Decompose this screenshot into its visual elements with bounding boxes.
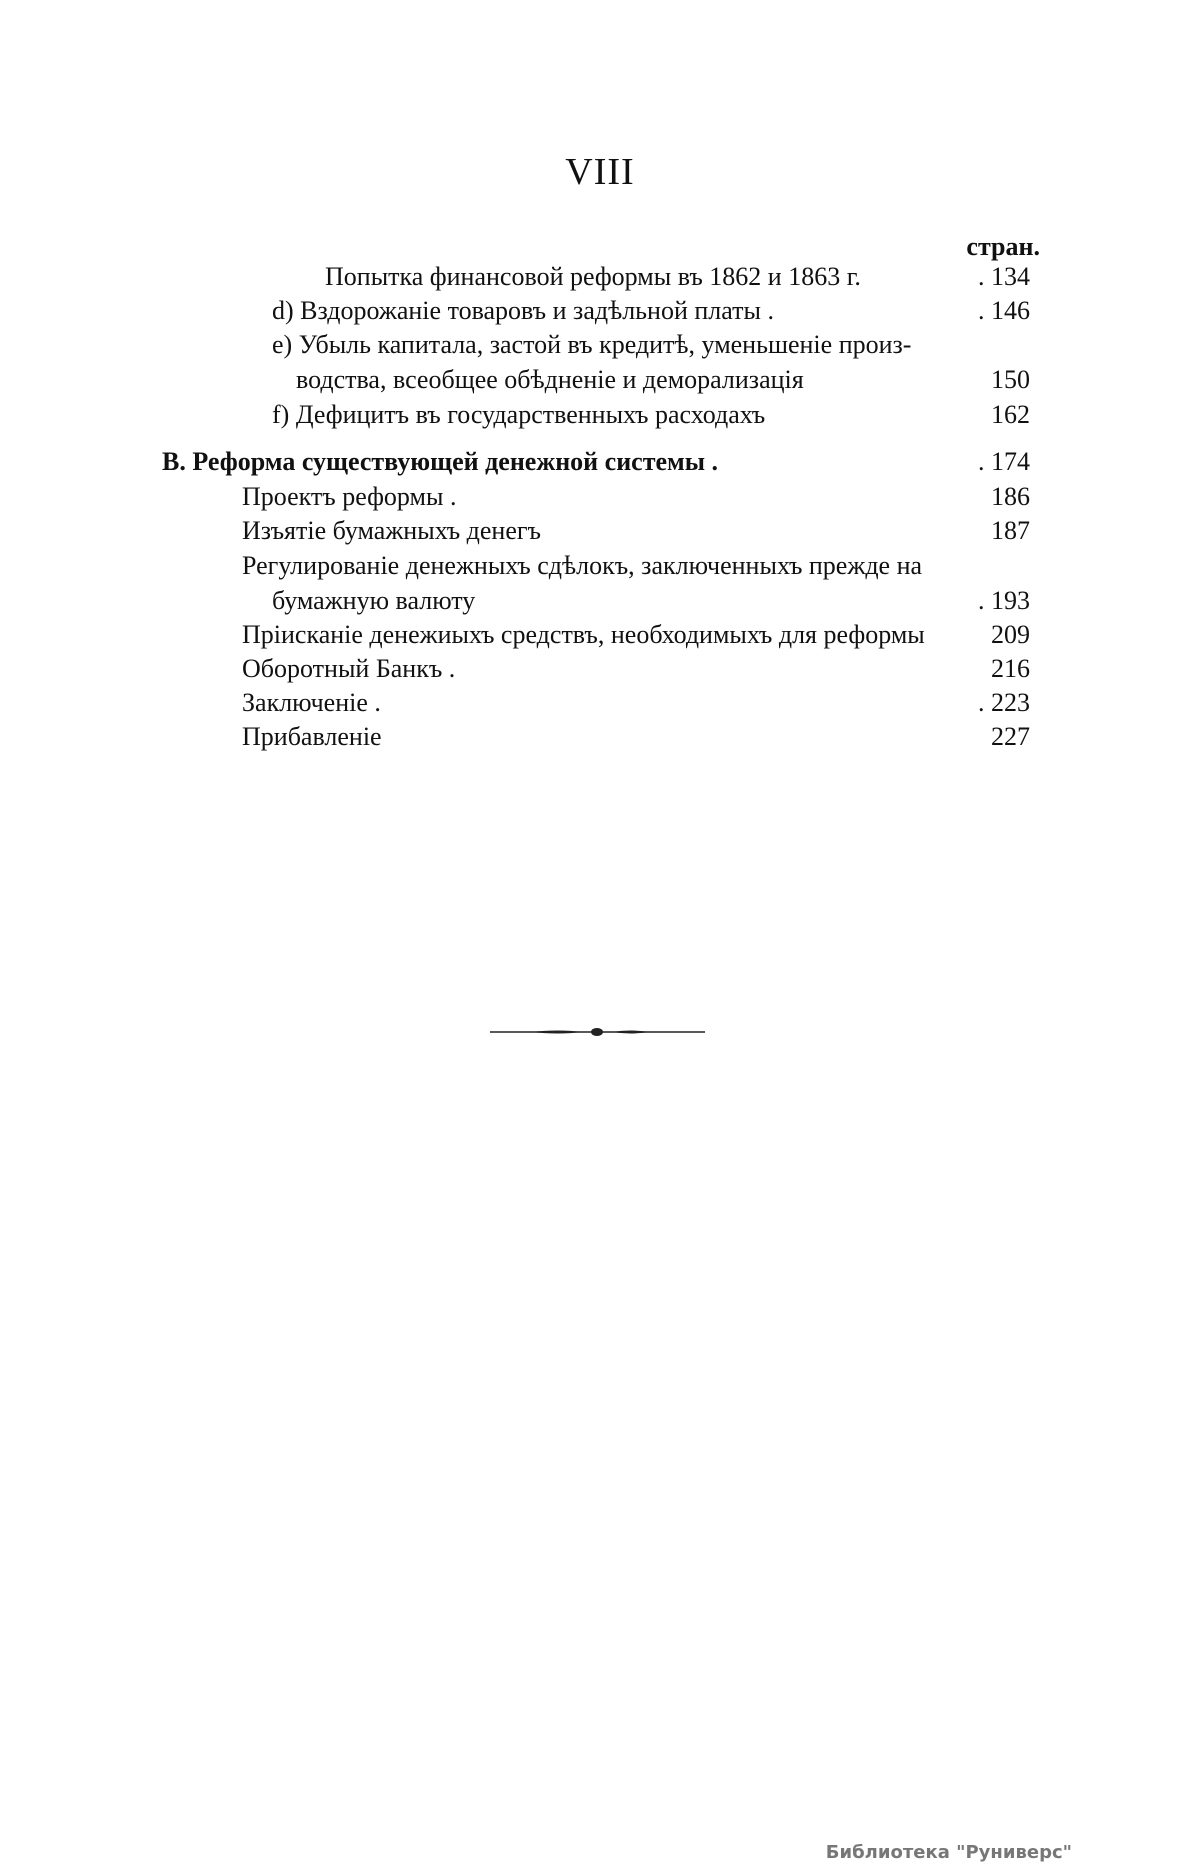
toc-entry-page: 227 — [991, 722, 1030, 751]
toc-entry-title: Регулированіе денежныхъ сдѣлокъ, заключенныхъ прежде на — [242, 551, 923, 580]
toc-entry — [242, 620, 1030, 654]
toc-entry-title: водства, всеобщее обѣдненіе и деморализація — [296, 365, 804, 394]
page-number: VIII — [565, 151, 635, 193]
toc-entry-page: . 146 — [978, 296, 1030, 325]
toc-entry-page: 150 — [991, 365, 1030, 394]
toc-entry-title: Оборотный Банкъ . — [242, 654, 456, 683]
toc-entry-page: 186 — [991, 482, 1030, 511]
toc-entry — [272, 586, 1030, 620]
toc-entry — [272, 296, 1030, 330]
toc-entry-title: Проектъ реформы . — [242, 482, 457, 511]
toc-entry-title: е) Убыль капитала, застой въ кредитѣ, уменьшеніе произ- — [272, 330, 912, 359]
toc-entry-title: Попытка финансовой реформы въ 1862 и 1863 г. — [325, 262, 861, 291]
toc-entry-title: Заключеніе . — [242, 688, 381, 717]
column-header: стран. — [966, 232, 1040, 261]
toc-entry-title: Прибавленіе — [242, 722, 382, 751]
toc-entry-title: Изъятіе бумажныхъ денегъ — [242, 516, 541, 545]
toc-entry — [242, 516, 1030, 550]
toc-entry-page: . 174 — [978, 447, 1030, 476]
toc-entry — [325, 262, 1030, 296]
toc-entry-title: бумажную валюту — [272, 586, 476, 615]
toc-entry-page: . 193 — [978, 586, 1030, 615]
toc-entry-title: d) Вздорожаніе товаровъ и задѣльной платы . — [272, 296, 774, 325]
toc-entry-page: . 134 — [978, 262, 1030, 291]
toc-entry-title: Пріисканіе денежиыхъ средствъ, необходимыхъ для реформы — [242, 620, 925, 649]
toc-entry — [242, 551, 1030, 585]
toc-entry — [272, 400, 1030, 434]
toc-entry-page: 216 — [991, 654, 1030, 683]
watermark: Библиотека "Руниверс" — [825, 1842, 1072, 1863]
end-ornament — [490, 1024, 705, 1040]
toc-entry — [242, 654, 1030, 688]
toc-entry-page: 162 — [991, 400, 1030, 429]
toc-entry-page: . 223 — [978, 688, 1030, 717]
toc-entry-page: 209 — [991, 620, 1030, 649]
toc-entry — [272, 330, 1030, 364]
toc-entry — [296, 365, 1030, 399]
toc-entry-title: B. Реформа существующей денежной системы . — [162, 447, 719, 476]
toc-entry — [242, 482, 1030, 516]
toc-entry-page: 187 — [991, 516, 1030, 545]
toc-entry — [242, 688, 1030, 722]
toc-entry-section — [162, 447, 1030, 481]
toc-entry-title: f) Дефицитъ въ государственныхъ расходахъ — [272, 400, 766, 429]
toc-entry — [242, 722, 1030, 756]
